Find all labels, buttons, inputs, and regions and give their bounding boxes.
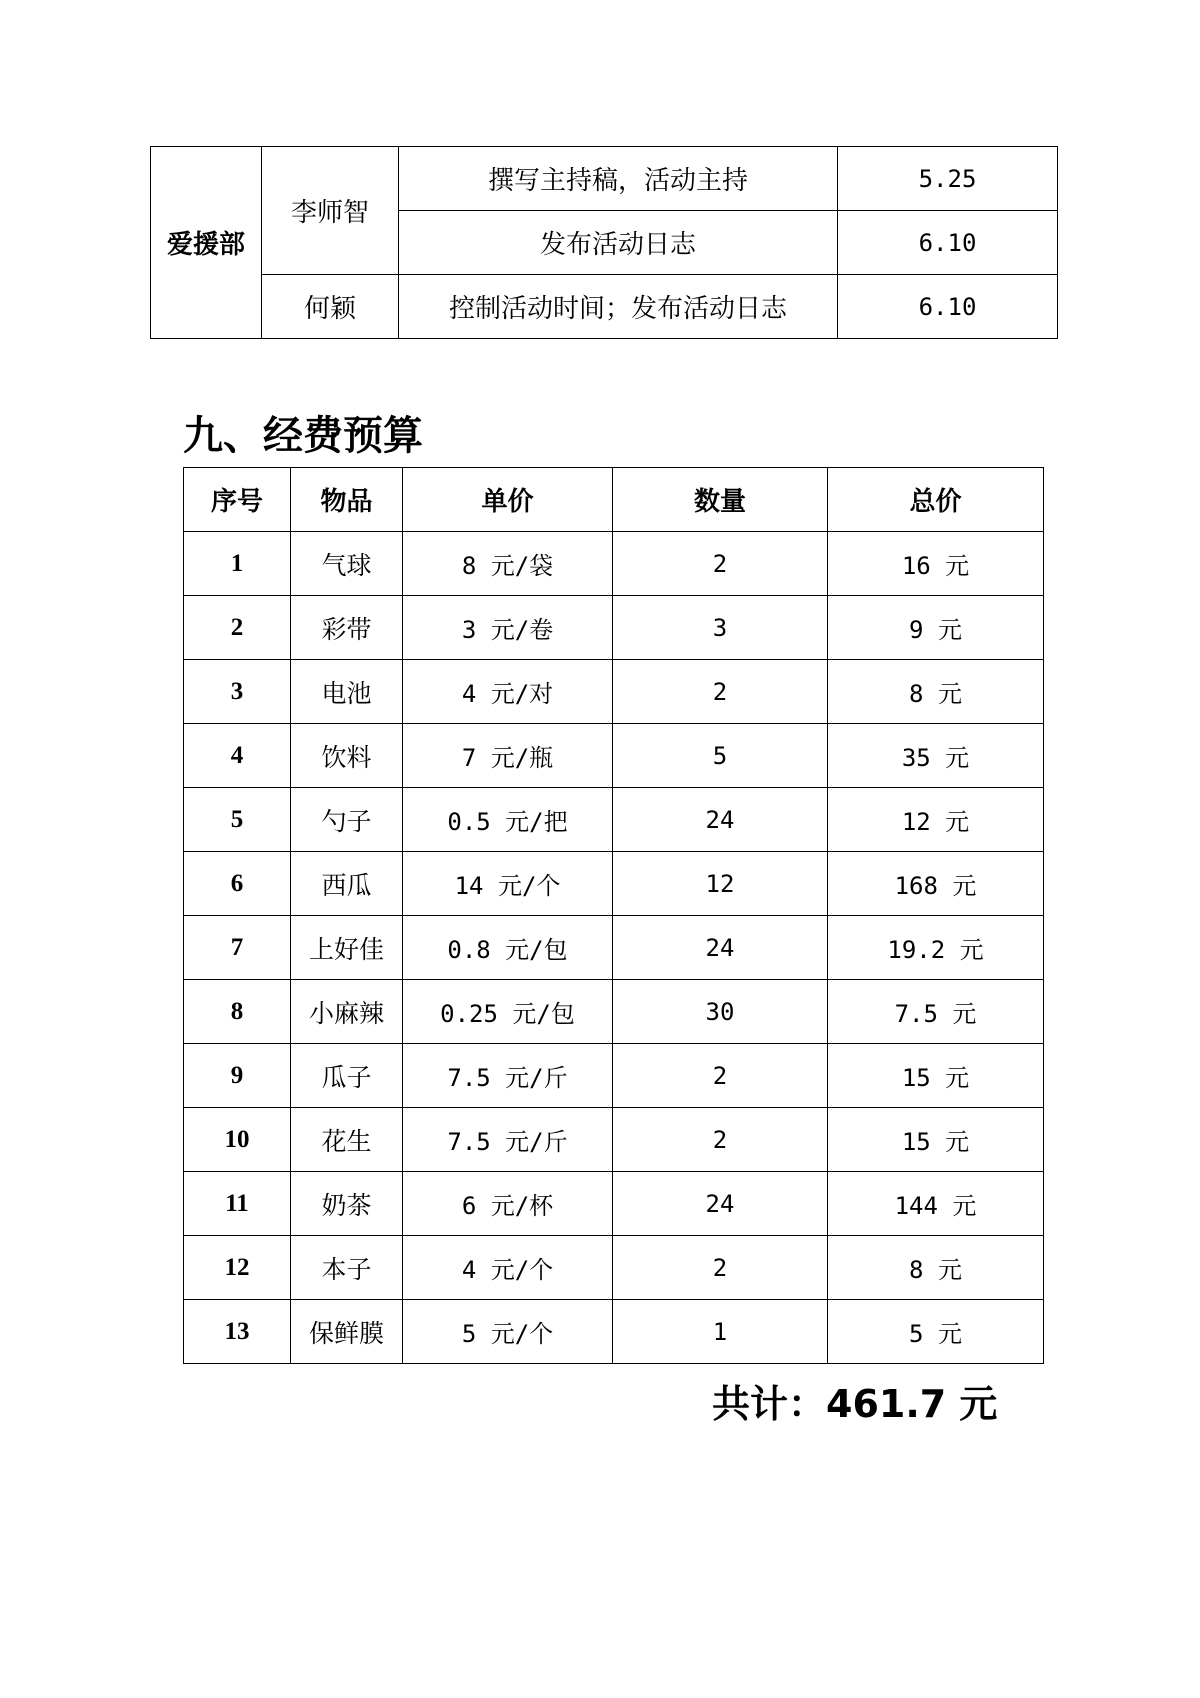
unit-price-cell: 7.5 元/斤 (403, 1044, 613, 1108)
header-cell-unit-price: 单价 (403, 468, 613, 532)
person-cell: 何颖 (262, 275, 399, 339)
unit-price-cell: 0.25 元/包 (403, 980, 613, 1044)
no-cell: 8 (184, 980, 291, 1044)
total-cell: 15 元 (828, 1044, 1044, 1108)
qty-cell: 2 (613, 1108, 828, 1172)
date-cell: 6.10 (838, 275, 1058, 339)
item-cell: 西瓜 (291, 852, 403, 916)
total-cell: 8 元 (828, 1236, 1044, 1300)
date-cell: 6.10 (838, 211, 1058, 275)
no-cell: 4 (184, 724, 291, 788)
table-row (184, 596, 1044, 660)
item-cell: 彩带 (291, 596, 403, 660)
table-row (184, 1108, 1044, 1172)
total-cell: 9 元 (828, 596, 1044, 660)
unit-price-cell: 0.5 元/把 (403, 788, 613, 852)
unit-price-cell: 14 元/个 (403, 852, 613, 916)
qty-cell: 30 (613, 980, 828, 1044)
unit-price-cell: 5 元/个 (403, 1300, 613, 1364)
total-cell: 144 元 (828, 1172, 1044, 1236)
unit-price-cell: 4 元/对 (403, 660, 613, 724)
unit-price-cell: 0.8 元/包 (403, 916, 613, 980)
table-row (184, 724, 1044, 788)
no-cell: 12 (184, 1236, 291, 1300)
no-cell: 1 (184, 532, 291, 596)
item-cell: 气球 (291, 532, 403, 596)
item-cell: 勺子 (291, 788, 403, 852)
total-cell: 8 元 (828, 660, 1044, 724)
item-cell: 瓜子 (291, 1044, 403, 1108)
task-cell: 控制活动时间；发布活动日志 (399, 275, 838, 339)
header-cell-qty: 数量 (613, 468, 828, 532)
table-row (184, 1044, 1044, 1108)
qty-cell: 1 (613, 1300, 828, 1364)
qty-cell: 2 (613, 660, 828, 724)
total-cell: 5 元 (828, 1300, 1044, 1364)
no-cell: 5 (184, 788, 291, 852)
header-cell-total: 总价 (828, 468, 1044, 532)
unit-price-cell: 8 元/袋 (403, 532, 613, 596)
item-cell: 饮料 (291, 724, 403, 788)
header-cell-item: 物品 (291, 468, 403, 532)
qty-cell: 24 (613, 1172, 828, 1236)
table-row (151, 147, 1058, 211)
item-cell: 上好佳 (291, 916, 403, 980)
department-cell: 爱援部 (151, 147, 262, 339)
table-row (184, 852, 1044, 916)
unit-price-cell: 7.5 元/斤 (403, 1108, 613, 1172)
no-cell: 6 (184, 852, 291, 916)
total-cell: 19.2 元 (828, 916, 1044, 980)
qty-cell: 12 (613, 852, 828, 916)
table-header-row (184, 468, 1044, 532)
no-cell: 11 (184, 1172, 291, 1236)
table-row (184, 916, 1044, 980)
unit-price-cell: 3 元/卷 (403, 596, 613, 660)
table-row (151, 275, 1058, 339)
total-cell: 7.5 元 (828, 980, 1044, 1044)
budget-table-body (184, 468, 1044, 1364)
no-cell: 2 (184, 596, 291, 660)
qty-cell: 2 (613, 1044, 828, 1108)
item-cell: 花生 (291, 1108, 403, 1172)
table-row (184, 532, 1044, 596)
unit-price-cell: 4 元/个 (403, 1236, 613, 1300)
unit-price-cell: 7 元/瓶 (403, 724, 613, 788)
no-cell: 13 (184, 1300, 291, 1364)
qty-cell: 3 (613, 596, 828, 660)
item-cell: 电池 (291, 660, 403, 724)
total-cell: 15 元 (828, 1108, 1044, 1172)
table-row (184, 788, 1044, 852)
total-cell: 168 元 (828, 852, 1044, 916)
date-cell: 5.25 (838, 147, 1058, 211)
total-cell: 35 元 (828, 724, 1044, 788)
qty-cell: 24 (613, 916, 828, 980)
qty-cell: 5 (613, 724, 828, 788)
table-row (184, 1300, 1044, 1364)
task-cell: 发布活动日志 (399, 211, 838, 275)
task-assignment-table (150, 146, 1058, 339)
total-cell: 12 元 (828, 788, 1044, 852)
qty-cell: 24 (613, 788, 828, 852)
budget-table (183, 467, 1044, 1364)
item-cell: 本子 (291, 1236, 403, 1300)
table-row (184, 1172, 1044, 1236)
item-cell: 保鲜膜 (291, 1300, 403, 1364)
table-row (184, 1236, 1044, 1300)
person-cell: 李师智 (262, 147, 399, 275)
no-cell: 9 (184, 1044, 291, 1108)
unit-price-cell: 6 元/杯 (403, 1172, 613, 1236)
section-title: 九、经费预算 (183, 413, 423, 459)
no-cell: 3 (184, 660, 291, 724)
item-cell: 小麻辣 (291, 980, 403, 1044)
table-row (184, 980, 1044, 1044)
item-cell: 奶茶 (291, 1172, 403, 1236)
task-cell: 撰写主持稿，活动主持 (399, 147, 838, 211)
table-row (184, 660, 1044, 724)
no-cell: 7 (184, 916, 291, 980)
header-cell-no: 序号 (184, 468, 291, 532)
no-cell: 10 (184, 1108, 291, 1172)
total-cell: 16 元 (828, 532, 1044, 596)
qty-cell: 2 (613, 1236, 828, 1300)
budget-total: 共计：461.7 元 (712, 1382, 998, 1426)
qty-cell: 2 (613, 532, 828, 596)
